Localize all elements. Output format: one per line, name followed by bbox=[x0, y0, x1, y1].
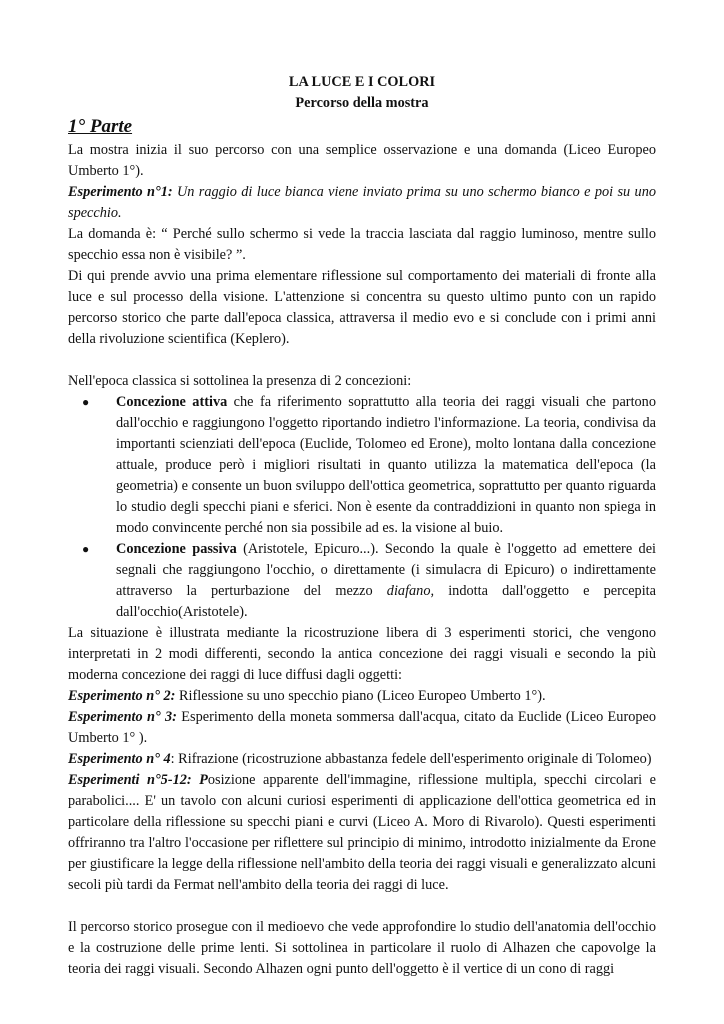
blank-line bbox=[68, 896, 656, 917]
active-concept-label: Concezione attiva bbox=[116, 394, 228, 410]
passive-concept-text-before: (Aristotele, Epicuro...). Secondo la quale è l'oggetto ad emettere dei segnali che raggiungono l'occhio, o direttamente (i simulacra di Epicuro) o indirettamente attraverso la perturbazione del mezzo bbox=[116, 541, 657, 599]
intro-paragraph: La mostra inizia il suo percorso con una semplice osservazione e una domanda (Liceo Europeo Umberto 1°). bbox=[68, 142, 656, 179]
experiment-2-text: Riflessione su uno specchio piano (Liceo Europeo Umberto 1°). bbox=[175, 688, 546, 704]
experiment-3-text: Esperimento della moneta sommersa dall'acqua, citato da Euclide (Liceo Europeo Umberto 1° ). bbox=[68, 709, 656, 746]
passive-concept-label: Concezione passiva bbox=[116, 541, 237, 557]
list-item-passive-concept bbox=[68, 539, 656, 623]
experiment-2 bbox=[68, 686, 656, 707]
document-body bbox=[68, 72, 656, 980]
experiment-4 bbox=[68, 749, 656, 770]
bullet-icon: ● bbox=[82, 542, 90, 556]
experiment-4-text: : Rifrazione (ricostruzione abbastanza fedele dell'esperimento originale di Tolomeo) bbox=[170, 751, 652, 767]
experiment-1-label: Esperimento n°1: bbox=[68, 184, 173, 200]
experiment-3 bbox=[68, 707, 656, 749]
section-heading: 1° Parte bbox=[68, 116, 133, 137]
concepts-list bbox=[68, 392, 656, 623]
question-paragraph: La domanda è: “ Perché sullo schermo si vede la traccia lasciata dal raggio luminoso, mentre sullo specchio essa non è visibile? ”. bbox=[68, 226, 656, 263]
experiment-4-label: Esperimento n° 4 bbox=[68, 751, 171, 767]
experiment-5-12-text: osizione apparente dell'immagine, riflessione multipla, specchi circolari e parabolici.... E' un tavolo con alcuni curiosi esperimenti di applicazione dell'ottica geometrica ed in particolare della riflessione su specchi piani e curvi (Liceo A. Moro di Rivarolo). Questi esperimenti offriranno tra l'altro l'occasione per riflettere sul principio di minimo, introdotto inizialmente da Erone per giustificare la legge della riflessione nell'ambito della teoria dei raggi visuali e generalizzato alcuni secoli più tardi da Fermat nell'ambito della teoria dei raggi di luce. bbox=[68, 772, 656, 893]
reflection-paragraph: Di qui prende avvio una prima elementare riflessione sul comportamento dei materiali di fronte alla luce e sul processo della visione. L'attenzione si concentra su questo ultimo punto con un rapido percorso storico che parte dall'epoca classica, attraversa il medio evo e si conclude con i primi anni della rivoluzione scientifica (Keplero). bbox=[68, 268, 656, 347]
experiment-5-12-label: Esperimenti n°5-12: P bbox=[68, 772, 208, 788]
experiment-3-label: Esperimento n° 3: bbox=[68, 709, 177, 725]
blank-line bbox=[68, 350, 656, 371]
page-subtitle: Percorso della mostra bbox=[295, 95, 429, 111]
experiment-2-label: Esperimento n° 2: bbox=[68, 688, 176, 704]
bullet-icon: ● bbox=[82, 395, 90, 409]
situation-paragraph: La situazione è illustrata mediante la ricostruzione libera di 3 esperimenti storici, che vengono interpretati in 2 modi differenti, secondo la antica concezione dei raggi visuali e secondo la più moderna concezione dei raggi di luce diffusi dagli oggetti: bbox=[68, 625, 656, 683]
list-item-active-concept bbox=[68, 392, 656, 539]
page-title: LA LUCE E I COLORI bbox=[288, 74, 436, 90]
classical-intro: Nell'epoca classica si sottolinea la presenza di 2 concezioni: bbox=[68, 373, 412, 389]
passive-concept-italic: diafano, bbox=[386, 583, 435, 599]
experiment-1-text: Un raggio di luce bianca viene inviato prima su uno schermo bianco e poi su uno specchio. bbox=[68, 184, 656, 221]
experiment-5-12 bbox=[68, 770, 656, 896]
active-concept-text: che fa riferimento soprattutto alla teoria dei raggi visuali che partono dall'occhio e raggiungono l'oggetto riportando indietro l'informazione. La teoria, condivisa da importanti scienziati dell'epoca (Euclide, Tolomeo ed Erone), molto lontana dalla concezione attuale, produce però i migliori risultati in quanto utilizza la matematica dell'epoca (la geometria) e consente un buon sviluppo dell'ottica geometrica, soprattutto per quanto riguarda lo studio degli specchi piani e sferici. Non è esente da contraddizioni in quanto non spiega in modo convincente perché non sia possibile ad es. la visione al buio. bbox=[116, 394, 656, 536]
medieval-paragraph: Il percorso storico prosegue con il medioevo che vede approfondire lo studio dell'anatomia dell'occhio e la costruzione delle prime lenti. Si sottolinea in particolare il ruolo di Alhazen che capovolge la teoria dei raggi visuali. Secondo Alhazen ogni punto dell'oggetto è il vertice di un cono di raggi bbox=[68, 919, 656, 977]
experiment-1 bbox=[68, 182, 656, 224]
passive-concept-text-after: indotta dall'oggetto e percepita dall'occhio(Aristotele). bbox=[116, 583, 656, 620]
